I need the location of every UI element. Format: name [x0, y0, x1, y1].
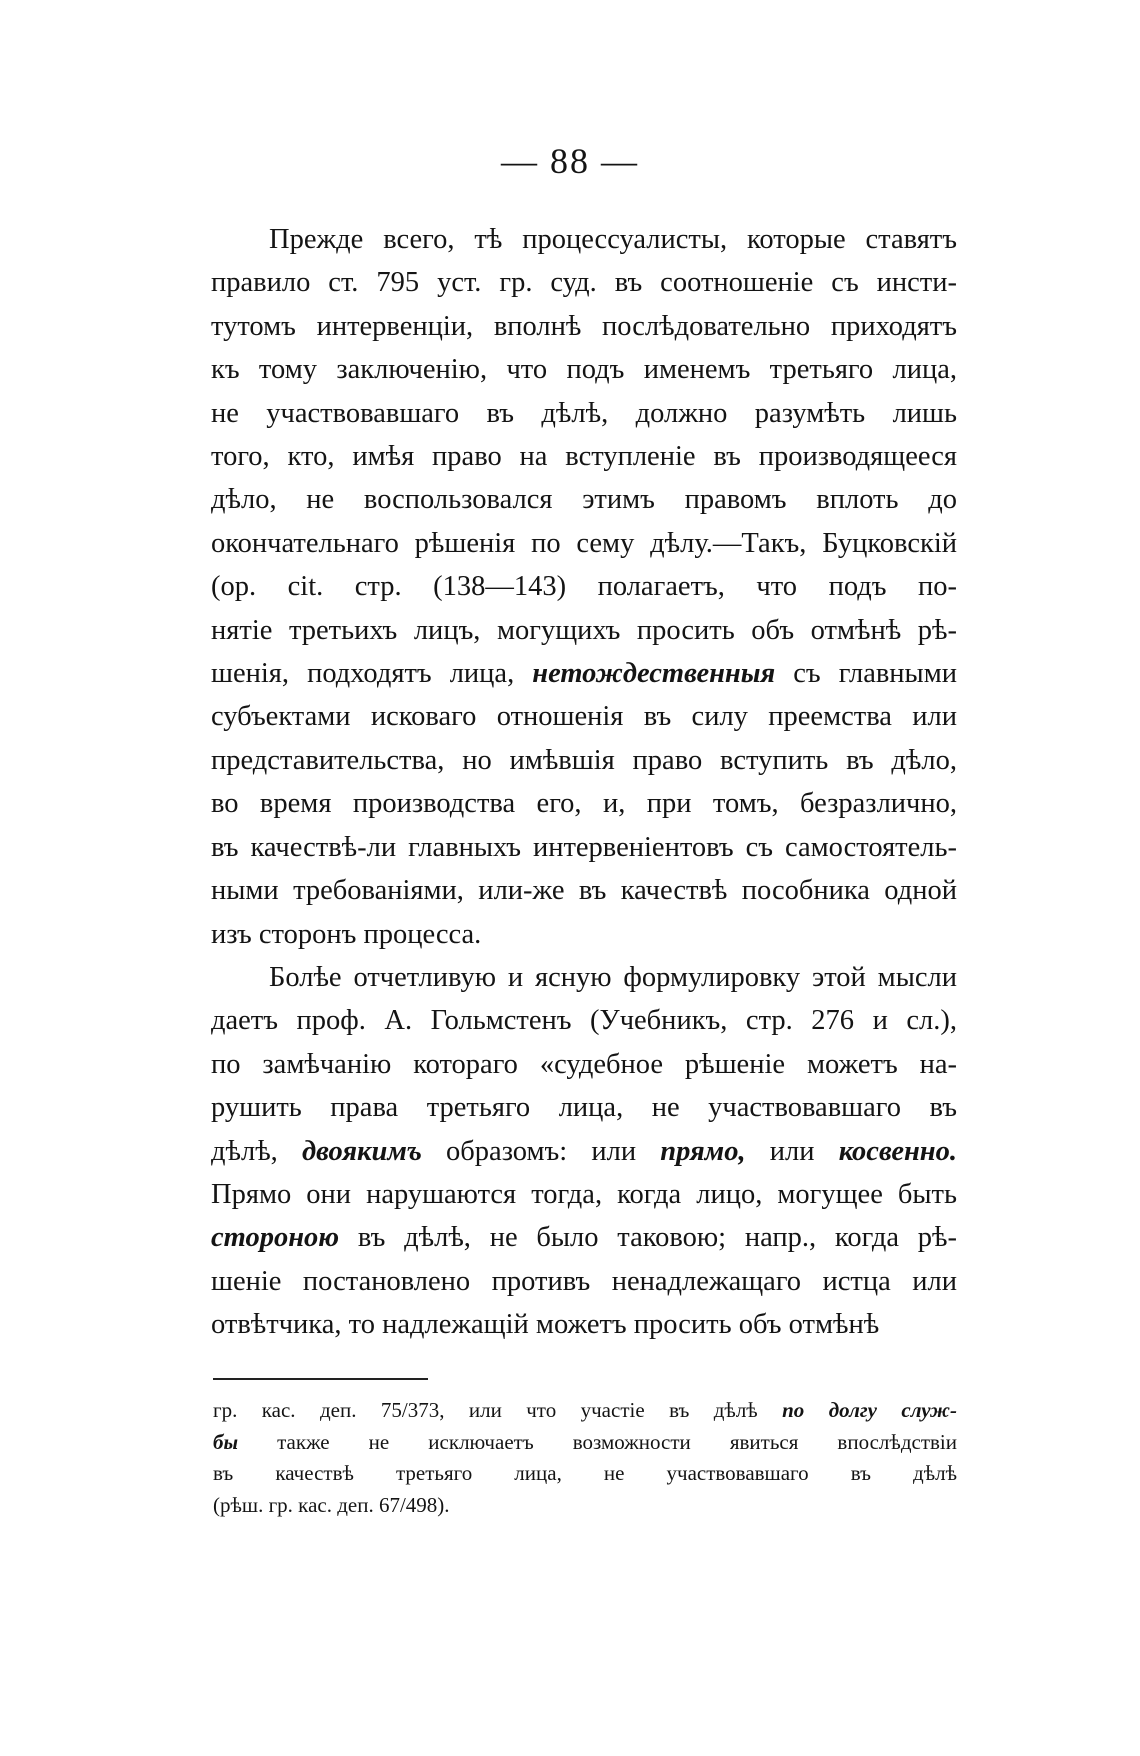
text-line: по замѣчанію котораго «судебное рѣшеніе можетъ на-: [211, 1048, 957, 1080]
paragraph-1: [211, 218, 957, 956]
footnote: [213, 1395, 957, 1521]
text-line: ными требованіями, или-же въ качествѣ пособника одной: [211, 875, 957, 907]
text-line: представительства, но имѣвшія право вступить въ дѣло,: [211, 744, 957, 776]
page-number: — 88 —: [501, 141, 639, 181]
emphasized-word: двоякимъ: [301, 1135, 422, 1167]
text-line: рушить права третьяго лица, не участвовавшаго въ: [211, 1092, 957, 1124]
text-line: стороною въ дѣлѣ, не было таковою; напр., когда рѣ-: [211, 1222, 957, 1254]
text-line: Прежде всего, тѣ процессуалисты, которые ставятъ: [269, 224, 957, 255]
footnote-line: въ качествѣ третьяго лица, не участвовавшаго въ дѣлѣ: [213, 1461, 957, 1485]
footnote-line: (рѣш. гр. кас. деп. 67/498).: [213, 1492, 450, 1517]
text-line: правило ст. 795 уст. гр. суд. въ соотношеніе съ инсти-: [211, 267, 957, 299]
text-line: субъектами исковаго отношенія въ силу преемства или: [211, 701, 957, 733]
emphasized-word: бы: [213, 1429, 239, 1454]
body-text: [211, 218, 957, 1347]
text-line: даетъ проф. А. Гольмстенъ (Учебникъ, стр. 276 и сл.),: [211, 1005, 957, 1037]
text-line: того, кто, имѣя право на вступленіе въ производящееся: [211, 441, 957, 473]
footnote-line: гр. кас. деп. 75/373, или что участіе въ дѣлѣ по долгу служ-: [213, 1398, 957, 1422]
text-line: къ тому заключенію, что подъ именемъ третьяго лица,: [211, 354, 957, 386]
emphasized-word: прямо,: [660, 1135, 746, 1167]
text-line: изъ сторонъ процесса.: [211, 918, 482, 950]
text-line: дѣло, не воспользовался этимъ правомъ вплоть до: [211, 484, 957, 516]
text-line: Болѣе отчетливую и ясную формулировку этой мысли: [269, 961, 957, 993]
text-line: въ качествѣ-ли главныхъ интервеніентовъ съ самостоятель-: [211, 831, 957, 863]
text-line: шенія, подходятъ лица, нетождественныя съ главными: [211, 658, 957, 690]
footnote-divider: [213, 1378, 428, 1380]
paragraph-2: [211, 956, 957, 1347]
text-line: отвѣтчика, то надлежащій можетъ просить объ отмѣнѣ: [211, 1309, 880, 1341]
text-line: во время производства его, и, при томъ, безразлично,: [211, 788, 957, 820]
text-line: дѣлѣ, двоякимъ образомъ: или прямо, или косвенно.: [211, 1135, 958, 1167]
text-line: (op. cit. стр. (138—143) полагаетъ, что подъ по-: [211, 571, 957, 603]
footnote-line: бы также не исключаетъ возможности явиться впослѣдствіи: [213, 1429, 957, 1454]
text-line: не участвовавшаго въ дѣлѣ, должно разумѣть лишь: [211, 397, 957, 429]
text-line: Прямо они нарушаются тогда, когда лицо, могущее быть: [211, 1178, 957, 1210]
emphasized-word: косвенно.: [838, 1135, 958, 1167]
emphasized-word: по долгу служ-: [782, 1398, 957, 1422]
emphasized-word: нетождественныя: [532, 658, 776, 690]
emphasized-word: стороною: [211, 1222, 340, 1254]
text-line: тутомъ интервенціи, вполнѣ послѣдовательно приходятъ: [211, 310, 957, 342]
text-line: окончательнаго рѣшенія по сему дѣлу.—Такъ, Буцковскій: [211, 527, 957, 559]
text-line: нятіе третьихъ лицъ, могущихъ просить объ отмѣнѣ рѣ-: [211, 614, 957, 646]
text-line: шеніе постановлено противъ ненадлежащаго истца или: [211, 1265, 957, 1297]
